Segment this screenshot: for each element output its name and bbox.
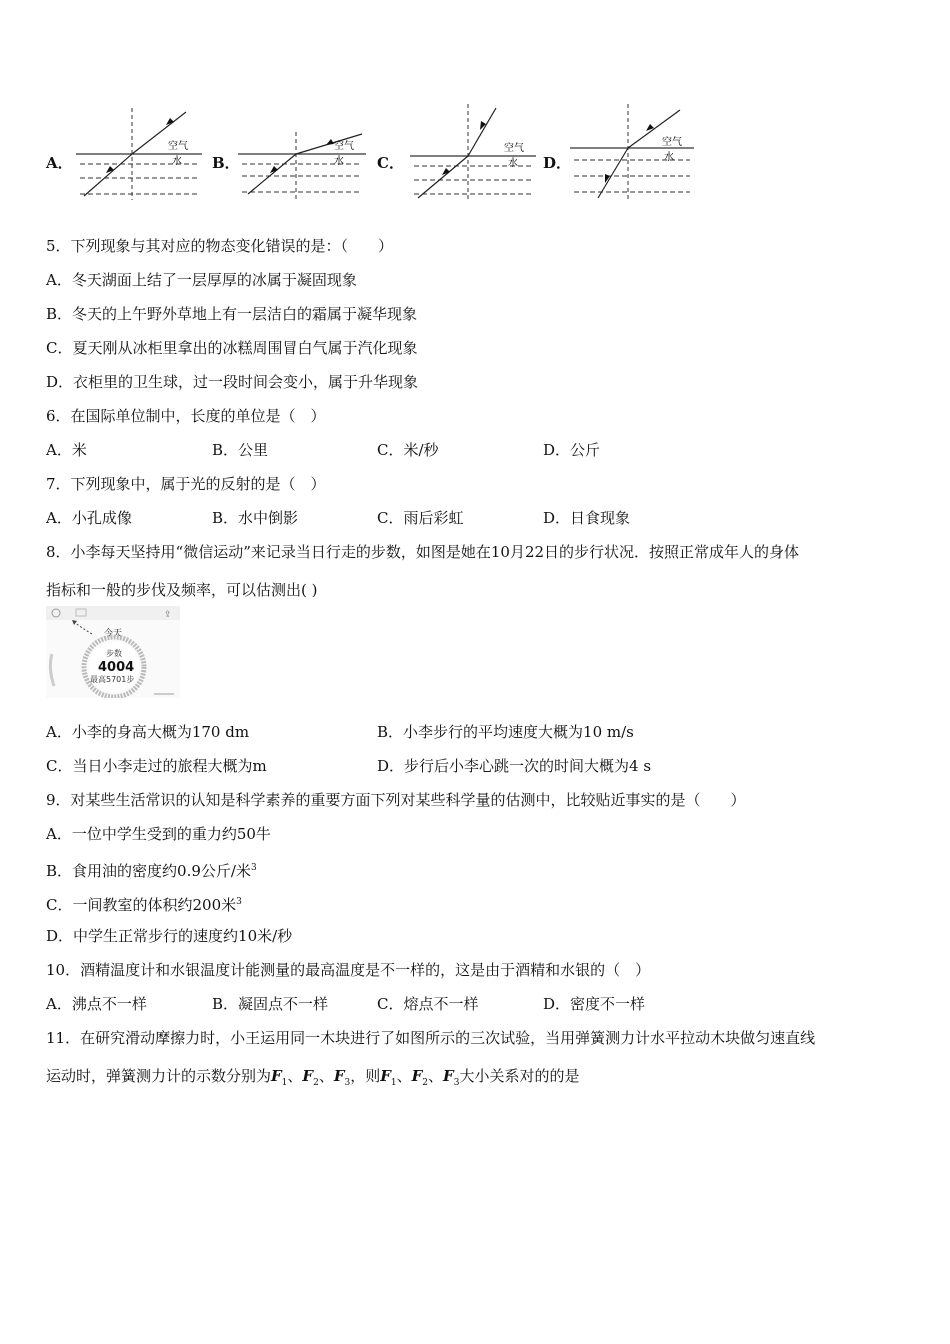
share-icon: ⇪ — [164, 610, 172, 620]
q6-option-c[interactable]: C．米/秒 — [377, 441, 439, 459]
q10-option-b[interactable]: B．凝固点不一样 — [212, 995, 329, 1013]
q8-stem-line2: 指标和一般的步伐及频率，可以估测出( ) — [46, 581, 318, 599]
q6-option-b[interactable]: B．公里 — [212, 441, 269, 459]
today-label: 今天 — [104, 629, 123, 639]
q6-option-d[interactable]: D．公斤 — [543, 441, 601, 459]
q6-option-a[interactable]: A．米 — [46, 441, 87, 459]
q5-option-a[interactable]: A．冬天湖面上结了一层厚厚的冰属于凝固现象 — [46, 271, 357, 289]
water-label-a: 水 — [172, 156, 182, 167]
q7-option-c[interactable]: C．雨后彩虹 — [377, 509, 464, 527]
q8-option-a[interactable]: A．小李的身高大概为170 dm — [46, 723, 250, 741]
water-label-b: 水 — [334, 156, 344, 167]
q4-option-b-label[interactable]: B． — [212, 154, 240, 172]
q7-option-b[interactable]: B．水中倒影 — [212, 509, 299, 527]
steps-label: 步数 — [106, 649, 122, 658]
q4-diagram-a — [76, 108, 202, 200]
q5-option-d[interactable]: D．衣柜里的卫生球，过一段时间会变小，属于升华现象 — [46, 373, 419, 391]
q10-option-a[interactable]: A．沸点不一样 — [46, 995, 147, 1013]
steps-value: 4004 — [98, 660, 135, 675]
air-label-a: 空气 — [168, 141, 188, 152]
water-label-c: 水 — [508, 158, 518, 169]
q4-option-d-label[interactable]: D． — [543, 154, 572, 172]
air-label-c: 空气 — [504, 143, 524, 154]
q5-option-c[interactable]: C．夏天刚从冰柜里拿出的冰糕周围冒白气属于汽化现象 — [46, 339, 418, 357]
q9-option-c[interactable] — [46, 892, 242, 915]
air-label-d: 空气 — [662, 137, 682, 148]
q8-stem-line1: 8．小李每天坚持用“微信运动”来记录当日行走的步数，如图是她在10月22日的步行状况．按照正常成年人的身体 — [46, 543, 800, 561]
q9-option-b[interactable] — [46, 858, 257, 881]
q7-stem: 7．下列现象中，属于光的反射的是（ ） — [46, 475, 326, 493]
q4-diagram-b — [238, 132, 366, 200]
q10-stem: 10．酒精温度计和水银温度计能测量的最高温度是不一样的，这是由于酒精和水银的（ ） — [46, 961, 651, 979]
q9-option-a[interactable]: A．一位中学生受到的重力约50牛 — [46, 825, 271, 843]
q4-option-a-label[interactable]: A． — [46, 154, 73, 172]
q6-stem: 6．在国际单位制中，长度的单位是（ ） — [46, 407, 326, 425]
q5-option-b[interactable]: B．冬天的上午野外草地上有一层洁白的霜属于凝华现象 — [46, 305, 418, 323]
q8-option-c[interactable]: C．当日小李走过的旅程大概为m — [46, 757, 267, 775]
superscript-3: 3 — [250, 863, 257, 873]
q4-diagram-d — [570, 104, 694, 200]
q10-option-c[interactable]: C．熔点不一样 — [377, 995, 479, 1013]
q9-option-c-text: C．一间教室的体积约200米 — [46, 896, 237, 914]
q9-option-b-text: B．食用油的密度约0.9公斤/米 — [46, 862, 251, 880]
q9-stem: 9．对某些生活常识的认知是科学素养的重要方面下列对某些科学量的估测中，比较贴近事实的是（ ） — [46, 791, 746, 809]
max-steps: 最高5701步 — [90, 675, 135, 684]
q4-diagram-c — [410, 104, 536, 200]
q9-option-d[interactable]: D．中学生正常步行的速度约10米/秒 — [46, 927, 293, 945]
wechat-steps-figure — [46, 606, 180, 698]
superscript-3: 3 — [236, 897, 242, 907]
q7-option-a[interactable]: A．小孔成像 — [46, 509, 132, 527]
q11-stem-line2: 运动时，弹簧测力计的示数分别为$F_1$、$F_2$、$F_3$，则$F_1$、$F_2$、$F_3$大小关系对的的是 — [46, 1067, 580, 1088]
q8-option-d[interactable]: D．步行后小李心跳一次的时间大概为4 s — [377, 757, 652, 775]
q8-option-b[interactable]: B．小李步行的平均速度大概为10 m/s — [377, 723, 634, 741]
q11-stem-line1: 11．在研究滑动摩擦力时，小王运用同一木块进行了如图所示的三次试验，当用弹簧测力计水平拉动木块做匀速直线 — [46, 1029, 816, 1047]
q10-option-d[interactable]: D．密度不一样 — [543, 995, 646, 1013]
q7-option-d[interactable]: D．日食现象 — [543, 509, 631, 527]
water-label-d: 水 — [664, 152, 674, 163]
q4-option-c-label[interactable]: C． — [377, 154, 404, 172]
air-label-b: 空气 — [334, 141, 354, 152]
q5-stem: 5．下列现象与其对应的物态变化错误的是：（ ） — [46, 237, 394, 255]
